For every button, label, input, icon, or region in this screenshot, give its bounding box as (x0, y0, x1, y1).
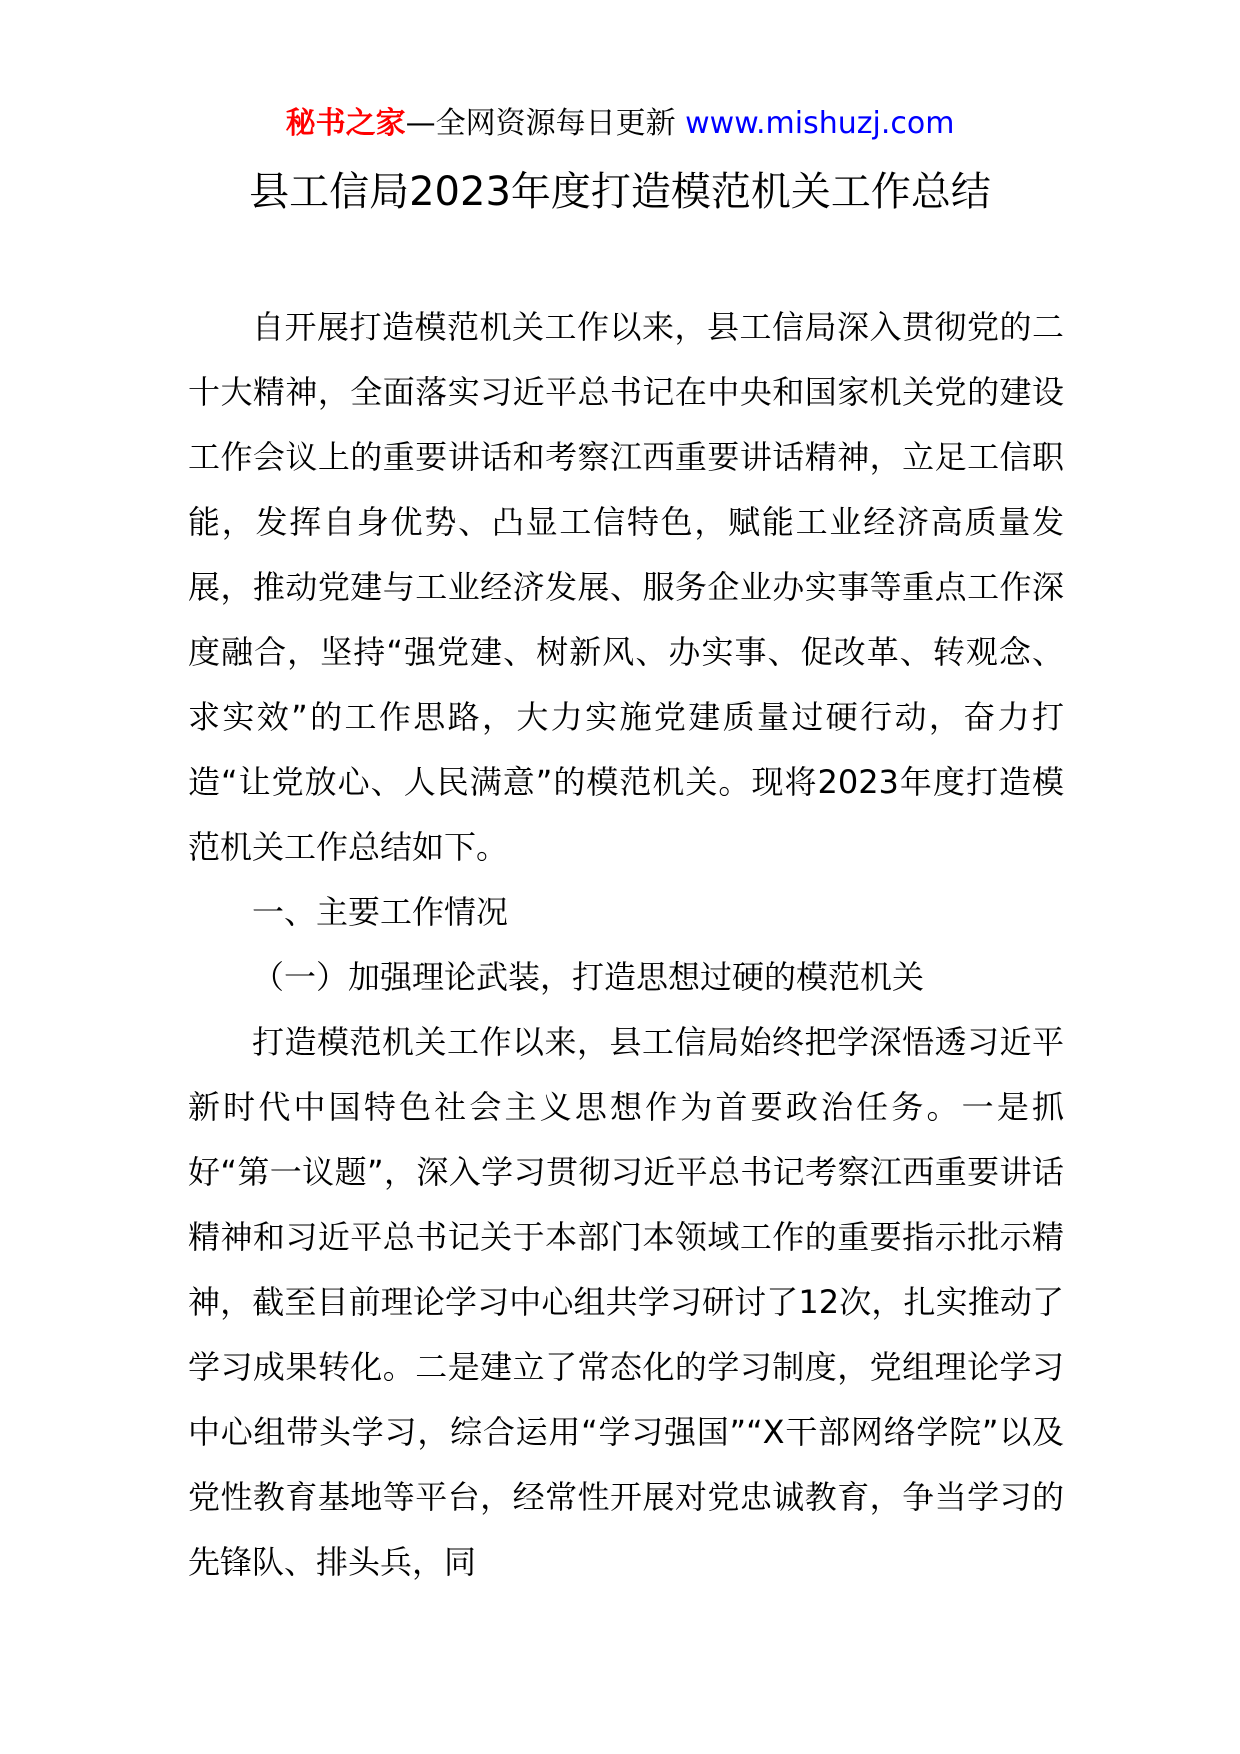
site-tagline: —全网资源每日更新 (405, 106, 686, 141)
site-header (0, 102, 1240, 146)
document-title: 县工信局2023年度打造模范机关工作总结 (249, 169, 991, 215)
site-brand: 秘书之家 (285, 106, 406, 141)
document-body (188, 295, 1064, 1595)
intro-paragraph: 自开展打造模范机关工作以来，县工信局深入贯彻党的二十大精神，全面落实习近平总书记在中央和国家机关党的建设工作会议上的重要讲话和考察江西重要讲话精神，立足工信职能，发挥自身优势、凸显工信特色，赋能工业经济高质量发展，推动党建与工业经济发展、服务企业办实事等重点工作深度融合，坚持“强党建、树新风、办实事、促改革、转观念、求实效”的工作思路，大力实施党建质量过硬行动，奋力打造“让党放心、人民满意”的模范机关。现将2023年度打造模范机关工作总结如下。 (188, 308, 1064, 866)
site-url-link[interactable]: www.mishuzj.com (685, 106, 955, 141)
subsection-heading: （一）加强理论武装，打造思想过硬的模范机关 (252, 958, 925, 996)
section-heading: 一、主要工作情况 (252, 893, 509, 931)
subsection-paragraph: 打造模范机关工作以来，县工信局始终把学深悟透习近平新时代中国特色社会主义思想作为首要政治任务。一是抓好“第一议题”，深入学习贯彻习近平总书记考察江西重要讲话精神和习近平总书记关于本部门本领域工作的重要指示批示精神，截至目前理论学习中心组共学习研讨了12次，扎实推动了学习成果转化。二是建立了常态化的学习制度，党组理论学习中心组带头学习，综合运用“学习强国”“X干部网络学院”以及党性教育基地等平台，经常性开展对党忠诚教育，争当学习的先锋队、排头兵，同 (188, 1023, 1064, 1581)
